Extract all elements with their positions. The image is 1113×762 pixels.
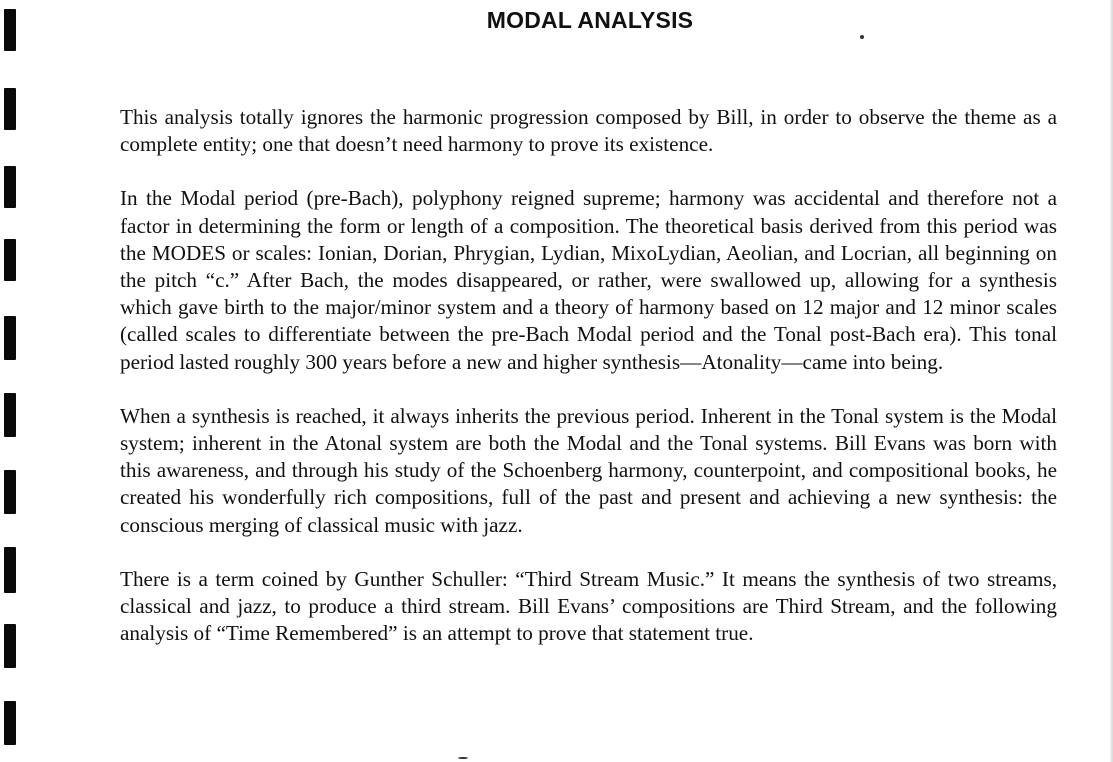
paragraph-modal-period: In the Modal period (pre-Bach), polyphony reigned supreme; harmony was accidental and therefore not a factor in determining the form or length of a composition. The theoretical basis derived from this period was the MODES or scales: Ionian, Dorian, Phrygian, Lydian, MixoLydian, Aeolian, and Locrian, all beginning on the pitch “c.” After Bach, the modes disappeared, or rather, were swallowed up, allowing for a synthesis which gave birth to the major/minor system and a theory of harmony based on 12 major and 12 minor scales (called scales to differentiate between the pre-Bach Modal period and the Tonal post-Bach era). This tonal period lasted roughly 300 years before a new and higher synthesis—Atonality—came into being. [120,186,1057,374]
binding-mark [4,393,16,437]
page-title: MODAL ANALYSIS [486,7,694,33]
binding-holes [0,0,20,762]
paragraph-third-stream: There is a term coined by Gunther Schuller: “Third Stream Music.” It means the synthesis of two streams, classical and jazz, to produce a third stream. Bill Evans’ compositions are Third Stream, and the following analysis of “Time Remembered” is an attempt to prove that statement true. [120,566,1057,646]
scan-speck [860,35,864,39]
binding-mark [4,701,16,745]
document-body [120,104,1057,647]
binding-mark [4,547,16,593]
binding-mark [4,470,16,514]
paragraph-synthesis: When a synthesis is reached, it always inherits the previous period. Inherent in the Tonal system is the Modal system; inherent in the Atonal system are both the Modal and the Tonal systems. Bill Evans was born with this awareness, and through his study of the Schoenberg harmony, counterpoint, and compositional books, he created his wonderfully rich compositions, full of the past and present and achieving a new synthesis: the conscious merging of classical music with jazz. [120,403,1057,537]
scan-speck [458,757,468,759]
binding-mark [4,88,16,130]
binding-mark [4,624,16,668]
binding-mark [4,239,16,281]
paragraph-intro: This analysis totally ignores the harmonic progression composed by Bill, in order to observe the theme as a complete entity; one that doesn’t need harmony to prove its existence. [120,105,1057,157]
binding-mark [4,316,16,360]
binding-mark [4,166,16,208]
